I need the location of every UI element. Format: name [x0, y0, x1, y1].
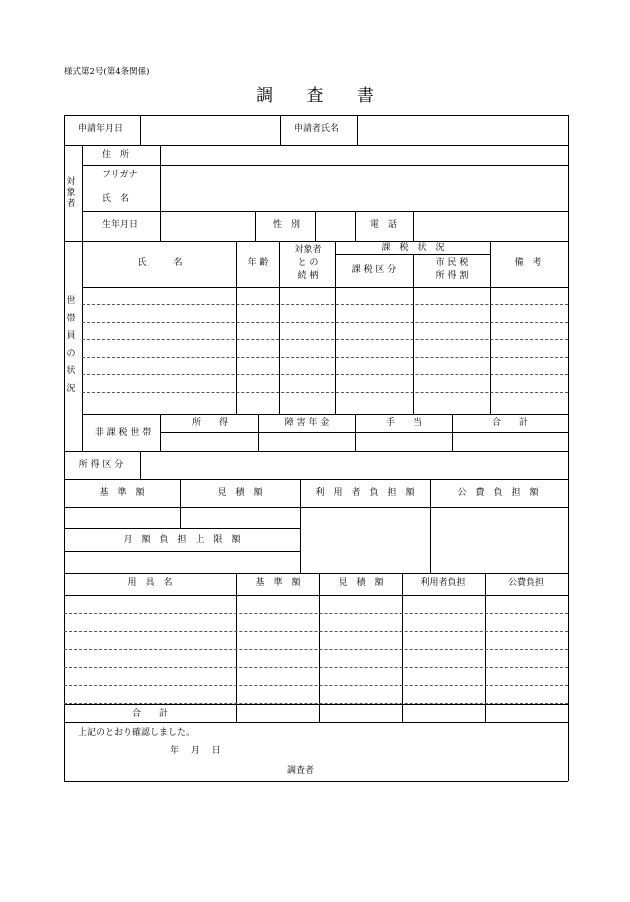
- grid-line: [413, 254, 414, 414]
- gender-label: 性 別: [273, 220, 301, 230]
- grid-line: [64, 507, 568, 508]
- grid-line: [258, 414, 259, 451]
- grid-line: [64, 145, 568, 146]
- city-tax-header-line1: 市 民 税: [435, 258, 469, 268]
- grid-line: [568, 115, 569, 781]
- disability-pension-header: 障 害 年 金: [284, 418, 330, 428]
- grid-line: [64, 551, 300, 552]
- grid-line: [64, 115, 65, 781]
- grid-line: [355, 414, 356, 451]
- grid-line: [180, 479, 181, 528]
- grid-line: [315, 211, 316, 241]
- grid-line: [64, 241, 568, 242]
- grid-line: [452, 414, 453, 451]
- grid-line: [300, 479, 301, 573]
- tax-status-header: 課 税 状 況: [381, 243, 445, 253]
- grid-line: [82, 241, 83, 451]
- equipment-user-burden-header: 利用者負担: [420, 578, 466, 588]
- grid-line: [280, 115, 281, 145]
- grid-line: [82, 392, 568, 393]
- target-person-section-label: 対象者: [66, 177, 76, 209]
- application-date-label: 申請年月日: [78, 124, 124, 134]
- household-section-label: 世帯員の状況: [66, 296, 76, 394]
- relation-header-line2: と の: [297, 258, 319, 268]
- equipment-name-header: 用 具 名: [127, 578, 173, 588]
- grid-line: [82, 145, 83, 241]
- grid-line: [64, 781, 568, 782]
- grid-line: [160, 432, 568, 433]
- allowance-header: 手 当: [385, 418, 423, 428]
- grid-line: [160, 414, 161, 451]
- form-number-label: 様式第2号(第4条関係): [64, 67, 150, 77]
- base-amount-header: 基 準 額: [99, 488, 145, 498]
- grid-line: [64, 649, 568, 650]
- grid-line: [140, 451, 141, 479]
- birth-date-label: 生年月日: [102, 220, 139, 230]
- equipment-base-header: 基 準 額: [255, 578, 301, 588]
- equipment-estimate-header: 見 積 額: [338, 578, 384, 588]
- equipment-total-label: 合 計: [131, 709, 169, 719]
- grid-line: [82, 414, 568, 415]
- grid-line: [82, 339, 568, 340]
- grid-line: [335, 241, 336, 414]
- phone-label: 電 話: [370, 220, 398, 230]
- grid-line: [64, 704, 568, 705]
- grid-line: [64, 573, 568, 574]
- grid-line: [255, 211, 256, 241]
- estimate-amount-header: 見 積 額: [217, 488, 263, 498]
- income-class-label: 所 得 区 分: [78, 460, 124, 470]
- grid-line: [82, 211, 568, 212]
- remarks-header: 備 考: [514, 258, 542, 268]
- confirmation-date: 年 月 日: [170, 746, 221, 756]
- grid-line: [355, 211, 356, 241]
- grid-line: [357, 115, 358, 145]
- grid-line: [64, 528, 300, 529]
- furigana-label: フリガナ: [102, 170, 138, 180]
- monthly-cap-label: 月 額 負 担 上 限 額: [123, 535, 241, 545]
- household-age-header: 年 齢: [247, 258, 269, 268]
- equipment-public-burden-header: 公費負担: [507, 578, 545, 588]
- public-burden-header: 公 費 負 担 額: [457, 488, 539, 498]
- grid-line: [82, 322, 568, 323]
- household-total-header: 合 計: [491, 418, 529, 428]
- grid-line: [64, 667, 568, 668]
- grid-line: [64, 631, 568, 632]
- household-name-header: 氏 名: [137, 258, 183, 268]
- grid-line: [82, 374, 568, 375]
- document-title: 調 査 書: [256, 86, 388, 106]
- investigator-label: 調査者: [287, 766, 315, 776]
- non-taxable-household-label: 非 課 税 世 帯: [94, 428, 152, 438]
- grid-line: [160, 145, 161, 241]
- grid-line: [64, 479, 568, 480]
- grid-line: [430, 479, 431, 573]
- grid-line: [413, 211, 414, 241]
- relation-header-line1: 対象者: [294, 245, 322, 255]
- grid-line: [82, 357, 568, 358]
- grid-line: [335, 254, 490, 255]
- city-tax-header-line2: 所 得 割: [435, 271, 469, 281]
- grid-line: [64, 595, 568, 596]
- address-label: 住 所: [102, 150, 130, 160]
- grid-line: [64, 722, 568, 723]
- grid-line: [82, 165, 568, 166]
- name-label: 氏 名: [102, 194, 130, 204]
- grid-line: [140, 115, 141, 145]
- applicant-name-label: 申請者氏名: [294, 124, 340, 134]
- relation-header-line3: 続 柄: [297, 271, 319, 281]
- user-burden-header: 利 用 者 負 担 額: [315, 488, 415, 498]
- tax-class-header: 課 税 区 分: [351, 265, 397, 275]
- grid-line: [64, 613, 568, 614]
- confirmation-text: 上記のとおり確認しました。: [78, 728, 196, 738]
- income-header: 所 得: [191, 418, 229, 428]
- grid-line: [236, 241, 237, 414]
- grid-line: [82, 304, 568, 305]
- grid-line: [82, 287, 568, 288]
- grid-line: [64, 685, 568, 686]
- grid-line: [490, 241, 491, 414]
- grid-line: [279, 241, 280, 414]
